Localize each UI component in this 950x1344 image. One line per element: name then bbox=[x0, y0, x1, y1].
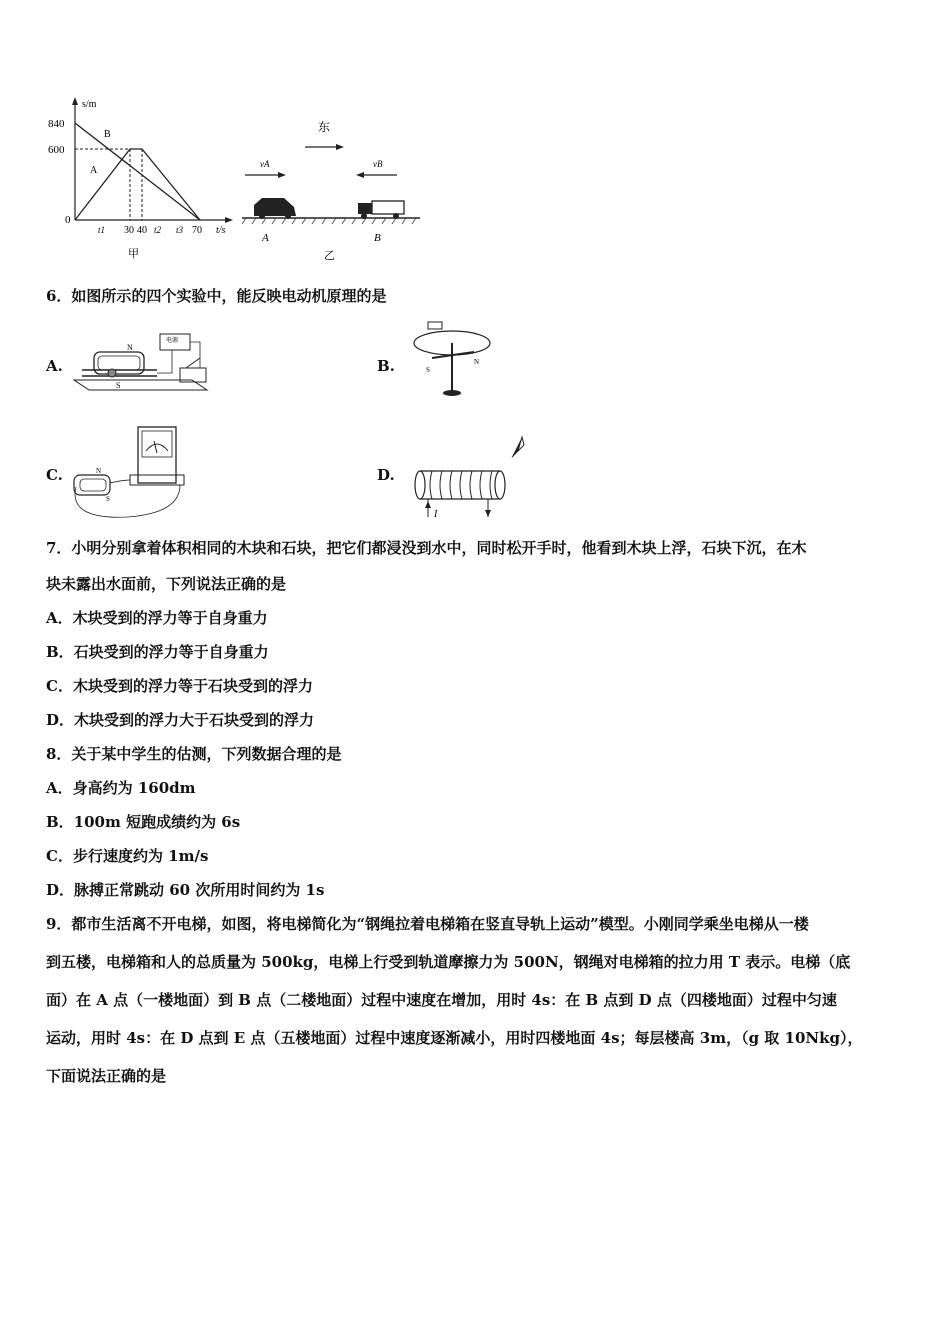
car-a-label: A bbox=[262, 232, 269, 244]
x-axis-label: t/s bbox=[216, 225, 226, 236]
label-b: B bbox=[104, 129, 111, 140]
q6-option-b-key: B. bbox=[377, 357, 395, 375]
car-a-icon bbox=[254, 198, 296, 219]
label-a: A bbox=[90, 165, 98, 176]
line-a bbox=[75, 149, 200, 220]
x-tick-t3: t3 bbox=[176, 225, 184, 235]
q8-option-d: D．脉搏正常跳动 60 次所用时间约为 1s bbox=[46, 881, 325, 899]
velocity-b: vB bbox=[373, 159, 383, 169]
x-tick-40: 40 bbox=[137, 225, 147, 236]
figure-jia bbox=[40, 95, 235, 265]
q6-option-d-key: D. bbox=[377, 466, 395, 484]
caption-jia: 甲 bbox=[128, 248, 139, 260]
y-tick-0: 0 bbox=[65, 214, 71, 226]
caption-yi: 乙 bbox=[324, 250, 335, 262]
q8-option-c: C．步行速度约为 1m/s bbox=[46, 847, 209, 865]
q6-stem: 6．如图所示的四个实验中，能反映电动机原理的是 bbox=[46, 287, 387, 305]
q6-option-a-key: A. bbox=[46, 357, 63, 375]
q6-option-a-figure bbox=[72, 330, 222, 396]
q6-option-d-figure bbox=[410, 435, 535, 525]
q8-option-a: A．身高约为 160dm bbox=[46, 779, 196, 797]
fig-a-battery: 电源 bbox=[166, 338, 179, 344]
q9-line-3: 面）在 A 点（一楼地面）到 B 点（二楼地面）过程中速度在增加，用时 4s：在 B 点到 D 点（四楼地面）过程中匀速 bbox=[46, 991, 837, 1009]
q7-stem-line1: 7．小明分别拿着体积相同的木块和石块，把它们都浸没到水中，同时松开手时，他看到木块上浮，石块下沉，在木 bbox=[46, 539, 807, 557]
fig-d-current: I bbox=[434, 509, 438, 520]
q6-option-c-figure bbox=[68, 425, 188, 523]
car-b-label: B bbox=[374, 232, 381, 244]
q6-option-c-key: C. bbox=[46, 466, 63, 484]
x-tick-t1: t1 bbox=[98, 225, 106, 235]
q9-line-4: 运动，用时 4s：在 D 点到 E 点（五楼地面）过程中速度逐渐减小，用时四楼地面 4s；每层楼高 3m，（g 取 10Nkg）， bbox=[46, 1029, 863, 1047]
x-tick-70: 70 bbox=[192, 225, 202, 236]
q9-line-5: 下面说法正确的是 bbox=[46, 1067, 167, 1085]
q8-option-b: B．100m 短跑成绩约为 6s bbox=[46, 813, 241, 831]
fig-a-n: N bbox=[127, 343, 133, 352]
q7-option-b: B．石块受到的浮力等于自身重力 bbox=[46, 643, 269, 661]
fig-b-s: S bbox=[426, 366, 430, 374]
q7-option-c: C．木块受到的浮力等于石块受到的浮力 bbox=[46, 677, 313, 695]
fig-c-n: N bbox=[96, 467, 102, 475]
q6-option-b-figure bbox=[410, 318, 500, 398]
fig-b-n: N bbox=[474, 358, 480, 366]
compass-icon bbox=[512, 437, 524, 457]
q9-line-1: 9．都市生活离不开电梯，如图，将电梯简化为“钢绳拉着电梯箱在竖直导轨上运动”模型。小刚同学乘坐电梯从一楼 bbox=[46, 915, 809, 933]
truck-b-icon bbox=[358, 201, 404, 219]
y-tick-840: 840 bbox=[48, 118, 65, 130]
x-tick-t2: t2 bbox=[154, 225, 162, 235]
q7-option-d: D．木块受到的浮力大于石块受到的浮力 bbox=[46, 711, 315, 729]
y-axis-label: s/m bbox=[82, 99, 97, 110]
velocity-a: vA bbox=[260, 159, 270, 169]
fig-a-s: S bbox=[116, 381, 121, 390]
figure-yi bbox=[240, 115, 425, 265]
fig-c-s: S bbox=[106, 495, 110, 503]
direction-east: 东 bbox=[318, 120, 331, 134]
q7-stem-line2: 块未露出水面前，下列说法正确的是 bbox=[46, 575, 287, 593]
q7-option-a: A．木块受到的浮力等于自身重力 bbox=[46, 609, 268, 627]
x-tick-30: 30 bbox=[124, 225, 134, 236]
q8-stem: 8．关于某中学生的估测，下列数据合理的是 bbox=[46, 745, 342, 763]
y-tick-600: 600 bbox=[48, 144, 65, 156]
q9-line-2: 到五楼，电梯箱和人的总质量为 500kg，电梯上行受到轨道摩擦力为 500N，钢绳对电梯箱的拉力用 T 表示。电梯（底 bbox=[46, 953, 851, 971]
